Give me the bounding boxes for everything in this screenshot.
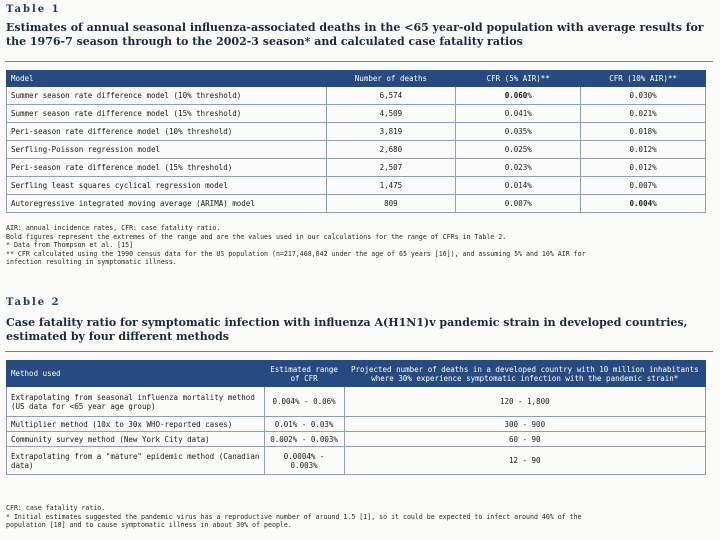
deaths-cell: 4,509 <box>326 105 456 123</box>
range-cell: 0.01% - 0.03% <box>264 417 344 432</box>
table1-header-deaths: Number of deaths <box>326 71 456 87</box>
table1-caption: Estimates of annual seasonal influenza-associated deaths in the <65 year-old population with average results for the 1976-7 season through to the 2002-3 season* and calculated case fatality ratios <box>6 21 704 48</box>
table-row <box>7 387 706 417</box>
table1-label: Table 1 <box>6 4 61 15</box>
table2 <box>6 360 706 475</box>
cfr5-cell: 0.025% <box>456 141 581 159</box>
deaths-cell: 6,574 <box>326 87 456 105</box>
note-line: * Data from Thompson et al. [15] <box>6 241 134 249</box>
table-row <box>7 87 706 105</box>
table1-header-cfr5: CFR (5% AIR)** <box>456 71 581 87</box>
model-cell: Serfling least squares cyclical regression model <box>7 177 327 195</box>
table2-caption: Case fatality ratio for symptomatic infection with influenza A(H1N1)v pandemic strain in developed countries, estimated by four different methods <box>6 316 688 343</box>
range-cell: 0.0004% - 0.003% <box>264 447 344 475</box>
model-cell: Summer season rate difference model (15% threshold) <box>7 105 327 123</box>
model-cell: Autoregressive integrated moving average (ARIMA) model <box>7 195 327 213</box>
deaths-cell: 3,819 <box>326 123 456 141</box>
cfr5-cell: 0.060% <box>456 87 581 105</box>
model-cell: Peri-season rate difference model (10% threshold) <box>7 123 327 141</box>
note-line: * Initial estimates suggested the pandemic virus has a reproductive number of around 1.5 [1], so it could be expected to infect around 40% of the <box>6 512 582 521</box>
table-row <box>7 447 706 475</box>
table-row <box>7 105 706 123</box>
table2-header-range: Estimated range of CFR <box>264 361 344 387</box>
cfr5-cell: 0.014% <box>456 177 581 195</box>
table-row <box>7 141 706 159</box>
note-line: CFR: case fatality ratio. <box>6 504 106 512</box>
note-line: Bold figures represent the extremes of the range and are the values used in our calculations for the range of CFRs in Table 2. <box>6 232 507 241</box>
table2-header-method: Method used <box>7 361 265 387</box>
cfr5-cell: 0.035% <box>456 123 581 141</box>
model-cell: Summer season rate difference model (10% threshold) <box>7 87 327 105</box>
cfr10-cell: 0.018% <box>581 123 706 141</box>
projected-cell: 60 - 90 <box>344 432 705 447</box>
range-cell: 0.004% - 0.06% <box>264 387 344 417</box>
deaths-cell: 1,475 <box>326 177 456 195</box>
cfr10-cell: 0.004% <box>581 195 706 213</box>
table-row <box>7 195 706 213</box>
method-cell: Extrapolating from seasonal influenza mortality method (US data for <65 year age group) <box>7 387 265 417</box>
projected-cell: 120 - 1,800 <box>344 387 705 417</box>
projected-cell: 12 - 90 <box>344 447 705 475</box>
method-cell: Community survey method (New York City data) <box>7 432 265 447</box>
table-row <box>7 159 706 177</box>
cfr5-cell: 0.041% <box>456 105 581 123</box>
table-row <box>7 123 706 141</box>
cfr10-cell: 0.030% <box>581 87 706 105</box>
note-line: infection resulting in symptomatic illness. <box>6 258 177 266</box>
table-row <box>7 417 706 432</box>
table-row <box>7 177 706 195</box>
table-row <box>7 432 706 447</box>
table2-rule <box>5 351 713 352</box>
table1-header-model: Model <box>7 71 327 87</box>
table1-header-cfr10: CFR (10% AIR)** <box>581 71 706 87</box>
range-cell: 0.002% - 0.003% <box>264 432 344 447</box>
table1-rule <box>5 61 713 62</box>
table2-notes <box>6 504 712 530</box>
cfr10-cell: 0.007% <box>581 177 706 195</box>
deaths-cell: 2,680 <box>326 141 456 159</box>
projected-cell: 300 - 900 <box>344 417 705 432</box>
cfr5-cell: 0.023% <box>456 159 581 177</box>
table1 <box>6 70 706 213</box>
deaths-cell: 809 <box>326 195 456 213</box>
cfr5-cell: 0.007% <box>456 195 581 213</box>
table1-header-row <box>7 71 706 87</box>
cfr10-cell: 0.021% <box>581 105 706 123</box>
method-cell: Multiplier method (10x to 30x WHO-reported cases) <box>7 417 265 432</box>
note-line: population [18] and to cause symptomatic illness in about 30% of people. <box>6 521 292 529</box>
model-cell: Serfling-Poisson regression model <box>7 141 327 159</box>
table2-header-row <box>7 361 706 387</box>
cfr10-cell: 0.012% <box>581 159 706 177</box>
model-cell: Peri-season rate difference model (15% threshold) <box>7 159 327 177</box>
table2-label: Table 2 <box>6 297 61 308</box>
method-cell: Extrapolating from a "mature" epidemic method (Canadian data) <box>7 447 265 475</box>
note-line: ** CFR calculated using the 1990 census data for the US population (n=217,468,042 under the age of 65 years [16]), and assuming 5% and 10% AIR for <box>6 249 586 258</box>
deaths-cell: 2,507 <box>326 159 456 177</box>
table2-header-projected: Projected number of deaths in a developed country with 10 million inhabitants where 30% experience symptomatic infection with the pandemic strain* <box>344 361 705 387</box>
note-line: AIR: annual incidence rates, CFR: case fatality ratio. <box>6 224 221 232</box>
cfr10-cell: 0.012% <box>581 141 706 159</box>
table1-notes <box>6 224 712 267</box>
